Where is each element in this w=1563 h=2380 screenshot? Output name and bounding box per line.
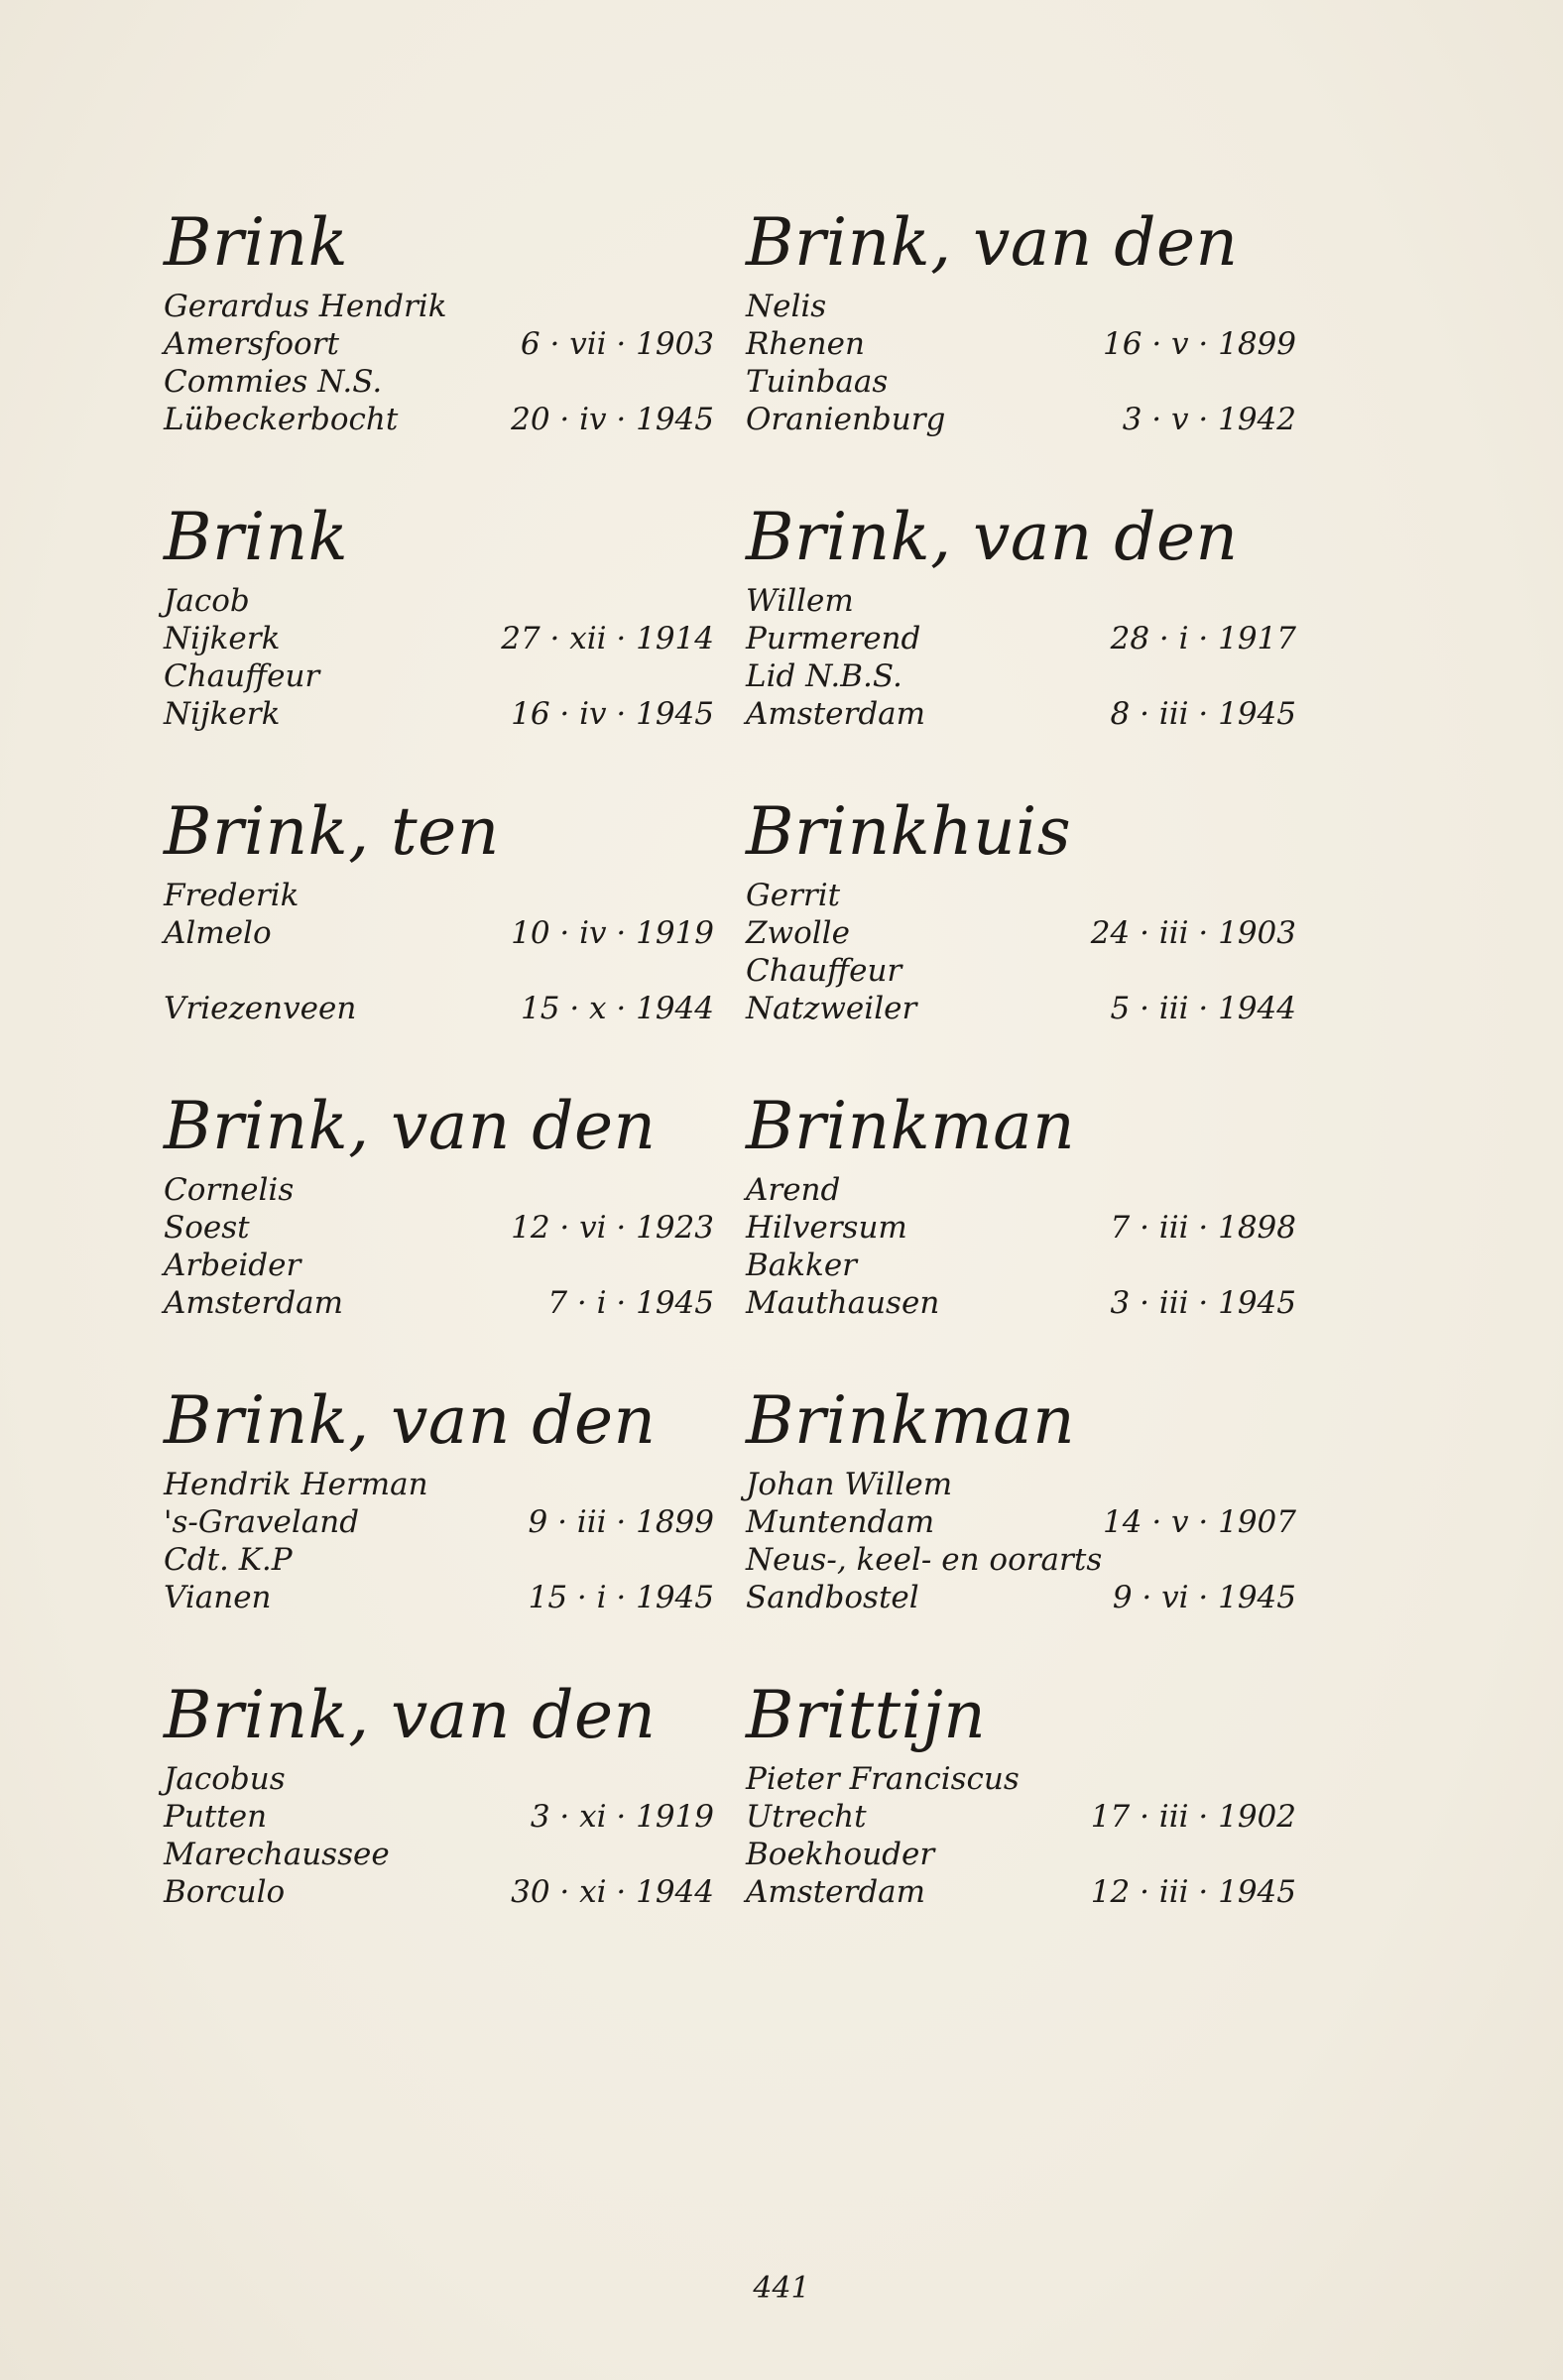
right-column <box>746 149 1296 1916</box>
surname-heading: Brink, van den <box>164 1382 657 1459</box>
entry-row <box>164 401 714 438</box>
entry-row <box>746 582 1296 620</box>
death-place: Vriezenveen <box>164 991 357 1026</box>
page-number: 441 <box>753 2271 810 2306</box>
occupation: Marechaussee <box>164 1837 390 1872</box>
entry-row <box>746 1541 1296 1579</box>
occupation: Bakker <box>746 1248 857 1283</box>
entry-row <box>746 914 1296 952</box>
surname-heading: Brink, van den <box>746 499 1239 575</box>
given-names: Jacobus <box>164 1761 286 1797</box>
entry-row <box>164 582 714 620</box>
surname-heading: Brink, ten <box>164 793 500 870</box>
entry-row <box>746 1284 1296 1322</box>
entry-row <box>746 401 1296 438</box>
birth-date: 28 · i · 1917 <box>1110 621 1296 656</box>
birth-place: Amersfoort <box>164 326 339 362</box>
birth-place: Almelo <box>164 915 272 951</box>
entry-row <box>746 620 1296 657</box>
entry-row <box>164 990 714 1027</box>
name-entry <box>164 443 714 738</box>
given-names: Frederik <box>164 878 300 913</box>
death-place: Vianen <box>164 1580 272 1615</box>
given-names: Willem <box>746 583 854 619</box>
death-place: Oranienburg <box>746 402 946 437</box>
entry-row <box>164 620 714 657</box>
given-names: Jacob <box>164 583 250 619</box>
death-date: 9 · vi · 1945 <box>1112 1580 1296 1615</box>
occupation: Tuinbaas <box>746 364 889 400</box>
entry-row <box>164 1836 714 1873</box>
death-date: 5 · iii · 1944 <box>1110 991 1296 1026</box>
death-date: 16 · iv · 1945 <box>511 696 714 732</box>
entry-row <box>746 952 1296 990</box>
occupation: Boekhouder <box>746 1837 935 1872</box>
birth-date: 6 · vii · 1903 <box>520 326 714 362</box>
given-names: Johan Willem <box>746 1467 953 1502</box>
entry-row <box>164 1209 714 1247</box>
death-date: 15 · i · 1945 <box>528 1580 714 1615</box>
death-date: 7 · i · 1945 <box>547 1285 714 1321</box>
death-place: Natzweiler <box>746 991 917 1026</box>
death-date: 8 · iii · 1945 <box>1110 696 1296 732</box>
birth-place: Soest <box>164 1210 250 1246</box>
occupation: Lid N.B.S. <box>746 658 902 694</box>
birth-date: 14 · v · 1907 <box>1103 1504 1296 1540</box>
entry-row <box>746 657 1296 695</box>
given-names: Gerardus Hendrik <box>164 289 447 324</box>
death-date: 20 · iv · 1945 <box>511 402 714 437</box>
death-place: Borculo <box>164 1874 286 1910</box>
entry-row <box>164 657 714 695</box>
entry-row <box>746 990 1296 1027</box>
occupation: Chauffeur <box>746 953 902 989</box>
occupation: Chauffeur <box>164 658 320 694</box>
birth-place: Nijkerk <box>164 621 281 656</box>
entry-row <box>746 1171 1296 1209</box>
birth-place: Rhenen <box>746 326 865 362</box>
death-place: Amsterdam <box>746 696 926 732</box>
entry-row <box>746 325 1296 363</box>
surname-heading: Brink <box>164 204 349 281</box>
death-date: 12 · iii · 1945 <box>1090 1874 1296 1910</box>
occupation: Commies N.S. <box>164 364 383 400</box>
entry-row <box>164 1873 714 1911</box>
entry-row <box>746 1798 1296 1836</box>
death-date: 15 · x · 1944 <box>521 991 714 1026</box>
entry-row <box>164 1284 714 1322</box>
entry-row <box>164 1247 714 1284</box>
given-names: Pieter Franciscus <box>746 1761 1020 1797</box>
entry-row <box>746 1209 1296 1247</box>
entry-row <box>746 363 1296 401</box>
given-names: Arend <box>746 1172 841 1208</box>
entry-row <box>164 325 714 363</box>
entry-row <box>746 695 1296 733</box>
name-entry <box>164 1621 714 1916</box>
entry-row <box>746 1760 1296 1798</box>
surname-heading: Brink, van den <box>164 1677 657 1753</box>
death-place: Amsterdam <box>746 1874 926 1910</box>
birth-place: Utrecht <box>746 1799 867 1835</box>
death-date: 3 · v · 1942 <box>1122 402 1296 437</box>
surname-heading: Brinkman <box>746 1088 1076 1164</box>
entry-row <box>746 1579 1296 1616</box>
entry-row <box>164 288 714 325</box>
given-names: Cornelis <box>164 1172 295 1208</box>
entry-row <box>164 877 714 914</box>
name-entry <box>164 149 714 443</box>
name-entry <box>746 443 1296 738</box>
birth-place: Putten <box>164 1799 268 1835</box>
birth-place: Hilversum <box>746 1210 907 1246</box>
name-entry <box>746 1032 1296 1327</box>
entry-row <box>164 695 714 733</box>
death-place: Sandbostel <box>746 1580 919 1615</box>
entry-row <box>746 1873 1296 1911</box>
entry-row <box>164 1503 714 1541</box>
death-place: Amsterdam <box>164 1285 344 1321</box>
entry-row <box>164 1466 714 1503</box>
occupation: Neus-, keel- en oorarts <box>746 1542 1103 1578</box>
death-date: 3 · iii · 1945 <box>1110 1285 1296 1321</box>
left-column <box>164 149 714 1916</box>
entry-row <box>746 877 1296 914</box>
death-place: Mauthausen <box>746 1285 940 1321</box>
surname-heading: Brink, van den <box>164 1088 657 1164</box>
death-place: Nijkerk <box>164 696 281 732</box>
entry-row <box>746 1836 1296 1873</box>
occupation: Cdt. K.P <box>164 1542 293 1578</box>
birth-place: Zwolle <box>746 915 850 951</box>
surname-heading: Brinkman <box>746 1382 1076 1459</box>
occupation: Arbeider <box>164 1248 301 1283</box>
entry-row <box>164 1760 714 1798</box>
birth-date: 12 · vi · 1923 <box>511 1210 714 1246</box>
surname-heading: Brink <box>164 499 349 575</box>
name-entry <box>164 738 714 1032</box>
name-entry <box>164 1327 714 1621</box>
entry-row <box>164 1579 714 1616</box>
birth-date: 17 · iii · 1902 <box>1090 1799 1296 1835</box>
name-entry <box>746 1621 1296 1916</box>
name-entry <box>746 1327 1296 1621</box>
birth-date: 9 · iii · 1899 <box>528 1504 714 1540</box>
entry-row <box>164 363 714 401</box>
entry-row <box>746 1247 1296 1284</box>
death-date: 30 · xi · 1944 <box>511 1874 714 1910</box>
entry-row <box>164 1171 714 1209</box>
entry-row <box>164 1798 714 1836</box>
birth-date: 10 · iv · 1919 <box>511 915 714 951</box>
given-names: Hendrik Herman <box>164 1467 428 1502</box>
entry-row <box>746 1466 1296 1503</box>
given-names: Nelis <box>746 289 827 324</box>
birth-date: 24 · iii · 1903 <box>1090 915 1296 951</box>
entry-row <box>164 952 714 990</box>
name-entry <box>164 1032 714 1327</box>
birth-date: 3 · xi · 1919 <box>530 1799 714 1835</box>
death-place: Lübeckerbocht <box>164 402 399 437</box>
entry-row <box>746 1503 1296 1541</box>
surname-heading: Brinkhuis <box>746 793 1072 870</box>
name-entry <box>746 738 1296 1032</box>
birth-date: 7 · iii · 1898 <box>1110 1210 1296 1246</box>
given-names: Gerrit <box>746 878 841 913</box>
surname-heading: Brink, van den <box>746 204 1239 281</box>
entry-row <box>164 914 714 952</box>
entry-row <box>746 288 1296 325</box>
surname-heading: Brittijn <box>746 1677 987 1753</box>
entry-row <box>164 1541 714 1579</box>
birth-place: Muntendam <box>746 1504 935 1540</box>
name-entry <box>746 149 1296 443</box>
birth-place: 's-Graveland <box>164 1504 360 1540</box>
birth-place: Purmerend <box>746 621 921 656</box>
birth-date: 16 · v · 1899 <box>1103 326 1296 362</box>
birth-date: 27 · xii · 1914 <box>501 621 714 656</box>
